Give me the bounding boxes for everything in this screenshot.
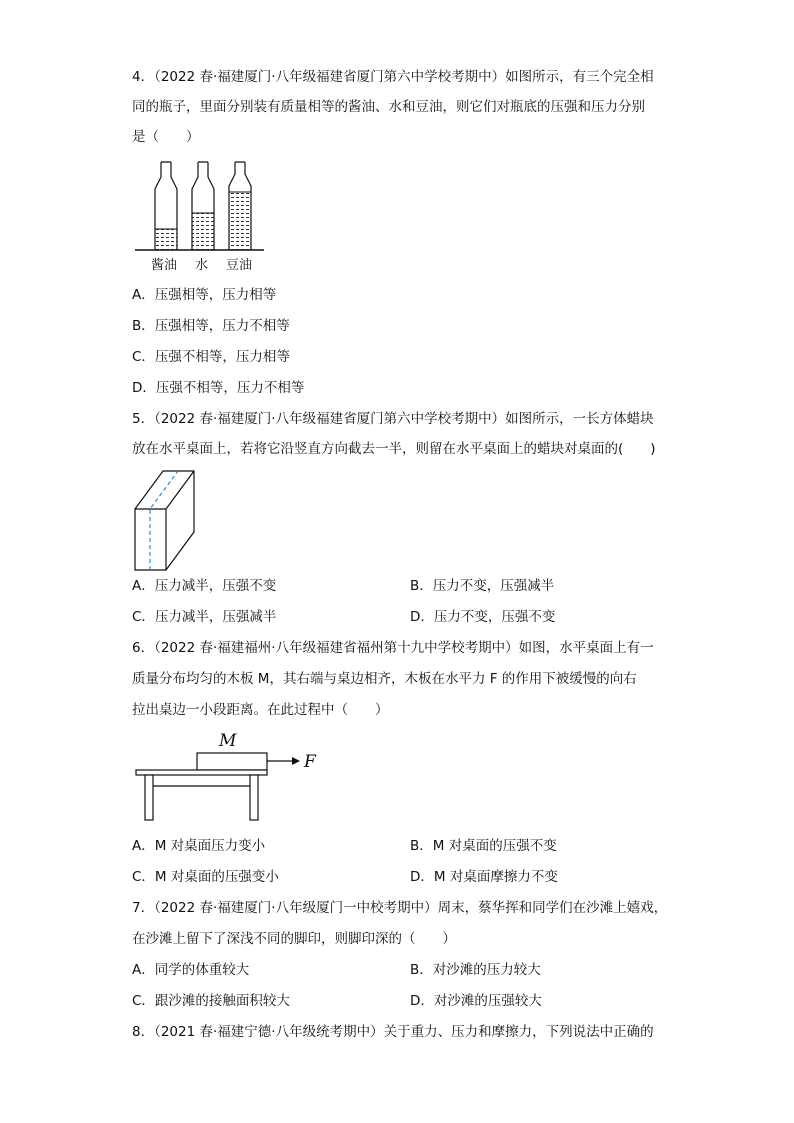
q7-option-c: C．跟沙滩的接触面积较大 [132, 993, 290, 1009]
q7-option-a: A．同学的体重较大 [132, 962, 250, 978]
label-board-m: M [219, 731, 237, 751]
q7-option-b: B．对沙滩的压力较大 [410, 962, 541, 978]
q4-option-d: D．压强不相等，压力不相等 [132, 380, 305, 396]
q4-stem-line-3: 是（ ） [132, 129, 200, 145]
q4-stem-line-2: 同的瓶子，里面分别装有质量相等的酱油、水和豆油，则它们对瓶底的压强和压力分别 [132, 99, 645, 115]
wax-block-figure [130, 466, 200, 572]
q5-option-a: A．压力减半，压强不变 [132, 578, 277, 594]
bottle-soy-sauce [155, 162, 177, 250]
label-soy-sauce: 酱油 [151, 258, 178, 273]
q6-option-d: D．M 对桌面摩擦力不变 [410, 869, 558, 885]
board-m [197, 753, 267, 770]
table-leg-right [250, 775, 258, 820]
label-soybean-oil: 豆油 [226, 258, 253, 273]
q8-stem-line-1: 8．（2021 春·福建宁德·八年级统考期中）关于重力、压力和摩擦力，下列说法中正确的 [132, 1024, 654, 1040]
table-leg-left [145, 775, 153, 820]
q4-option-b: B．压强相等，压力不相等 [132, 318, 290, 334]
q6-option-b: B．M 对桌面的压强不变 [410, 838, 557, 854]
q4-option-c: C．压强不相等，压力相等 [132, 349, 290, 365]
q6-stem-line-1: 6．（2022 春·福建福州·八年级福建省福州第十九中学校考期中）如图，水平桌面上有一 [132, 640, 654, 656]
q5-option-b: B．压力不变，压强减半 [410, 578, 555, 594]
q4-stem-line-1: 4．（2022 春·福建厦门·八年级福建省厦门第六中学校考期中）如图所示，有三个完全相 [132, 69, 654, 85]
table-top [136, 770, 267, 775]
bottle-water [192, 162, 214, 250]
q6-option-c: C．M 对桌面的压强变小 [132, 869, 279, 885]
q7-option-d: D．对沙滩的压强较大 [410, 993, 542, 1009]
q4-option-a: A．压强相等，压力相等 [132, 287, 277, 303]
label-force-f: F [304, 752, 316, 772]
q7-stem-line-2: 在沙滩上留下了深浅不同的脚印，则脚印深的（ ） [132, 931, 456, 947]
bottle-soybean-oil [229, 162, 251, 250]
cut-line [150, 471, 178, 570]
q6-stem-line-2: 质量分布均匀的木板 M，其右端与桌边相齐，木板在水平力 F 的作用下被缓慢的向右 [132, 671, 637, 687]
q5-stem-line-2: 放在水平桌面上，若将它沿竖直方向截去一半，则留在水平桌面上的蜡块对桌面的( ) [132, 441, 656, 457]
label-water: 水 [195, 258, 209, 273]
q5-stem-line-1: 5．（2022 春·福建厦门·八年级福建省厦门第六中学校考期中）如图所示，一长方体蜡块 [132, 411, 654, 427]
q6-stem-line-3: 拉出桌边一小段距离。在此过程中（ ） [132, 702, 389, 718]
q7-stem-line-1: 7．（2022 春·福建厦门·八年级厦门一中校考期中）周末，蔡华挥和同学们在沙滩上嬉戏， [132, 900, 668, 916]
q6-option-a: A．M 对桌面压力变小 [132, 838, 266, 854]
bottles-figure [130, 156, 270, 276]
q5-option-c: C．压力减半，压强减半 [132, 609, 277, 625]
q5-option-d: D．压力不变，压强不变 [410, 609, 556, 625]
table-board-figure [132, 728, 327, 824]
